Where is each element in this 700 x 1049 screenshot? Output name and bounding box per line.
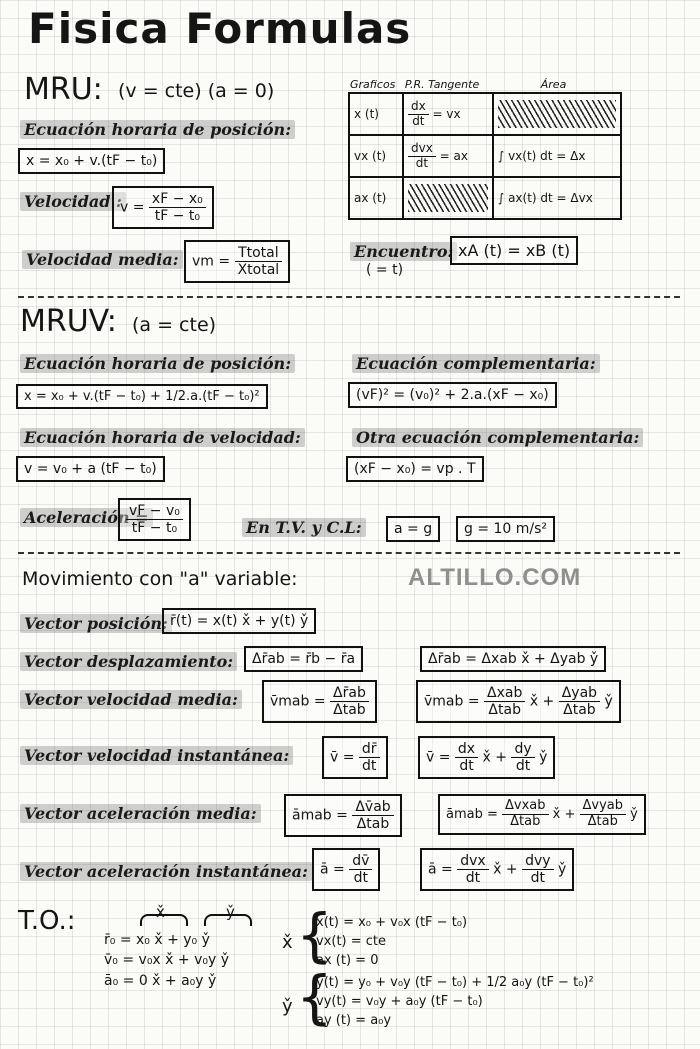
vvi2-mid: x̌ +	[482, 749, 508, 766]
table-row	[349, 93, 621, 135]
section-divider-2	[18, 552, 680, 554]
mru-velocity-fraction	[149, 191, 206, 224]
vvm2-end: y̌	[604, 693, 613, 710]
vector-position-label: Vector posición:	[20, 614, 172, 633]
vam2-mid: x̌ +	[552, 806, 576, 822]
to-axis-brace-y	[204, 914, 252, 926]
to-x-brace: {	[296, 901, 333, 969]
mruv-position-formula: x = x₀ + v.(tF − t₀) + 1/2.a.(tF − t₀)²	[16, 384, 268, 409]
vvm-num: Δr̄ab	[330, 685, 369, 702]
to-r0: r̄₀ = x₀ x̌ + y₀ y̌	[104, 932, 210, 948]
to-y-eq3: ay (t) = a₀y	[316, 1012, 392, 1028]
graficos-r1-area-hatch	[493, 93, 621, 135]
mru-velocity-denominator: tF − t₀	[154, 208, 200, 225]
mruv-velocity-label: Ecuación horaria de velocidad:	[20, 428, 305, 447]
graficos-r2-eq: = ax	[439, 148, 468, 163]
mru-mean-velocity-denominator: Xtotal	[237, 262, 280, 279]
mruv-acceleration-formula	[118, 498, 191, 541]
tv-cl-label: En T.V. y C.L:	[242, 518, 366, 537]
graficos-r3-label: ax (t)	[349, 177, 403, 219]
vector-inst-accel-label: Vector aceleración instantánea:	[20, 862, 312, 881]
vai-lhs: ā =	[320, 861, 345, 878]
vector-displacement-formula-2: Δr̄ab = Δxab x̌ + Δyab y̌	[420, 646, 606, 672]
mru-mean-velocity-formula	[184, 240, 290, 283]
mruv-conditions: (a = cte)	[132, 314, 217, 336]
mruv-complementary-label: Ecuación complementaria:	[352, 354, 600, 373]
vector-inst-velocity-formula-2	[418, 736, 555, 779]
vam2-d1: Δtab	[510, 813, 541, 829]
vector-inst-velocity-formula-1	[322, 736, 388, 779]
vvi-den: dt	[362, 758, 377, 775]
mru-mean-velocity-lhs: vm =	[192, 253, 231, 270]
graficos-r1-tangent	[403, 93, 493, 135]
vector-mean-velocity-formula-1	[262, 680, 377, 723]
vvm2-mid: x̌ +	[529, 693, 555, 710]
vam2-n1: Δvxab	[502, 799, 549, 815]
to-x-axis-mark: x̌	[156, 903, 165, 921]
to-initial-vectors	[104, 930, 229, 991]
vector-displacement-formula-1: Δr̄ab = r̄b − r̄a	[244, 646, 363, 672]
table-row	[349, 135, 621, 177]
mruv-heading: MRUV:	[20, 304, 117, 339]
vai2-d2: dt	[530, 870, 545, 887]
vam2-end: y̌	[630, 806, 638, 822]
vam-lhs: āmab =	[292, 807, 348, 824]
vvi2-d2: dt	[515, 758, 531, 775]
vvm2-d1: Δtab	[488, 702, 521, 719]
vector-inst-accel-formula-2	[420, 848, 574, 891]
mru-mean-velocity-fraction	[235, 245, 283, 278]
vvm2-lhs: v̄mab =	[424, 693, 480, 710]
vector-mean-velocity-label: Vector velocidad media:	[20, 690, 242, 709]
vector-inst-velocity-label: Vector velocidad instantánea:	[20, 746, 293, 765]
vai2-lhs: ā =	[428, 861, 453, 878]
mruv-complementary-formula: (vF)² = (v₀)² + 2.a.(xF − x₀)	[348, 382, 557, 408]
page-title: Fisica Formulas	[28, 4, 412, 53]
vector-mean-accel-formula-2	[438, 794, 646, 835]
graficos-r3-area: ∫ ax(t) dt = Δvx	[493, 177, 621, 219]
to-axis-brace-x	[140, 914, 188, 926]
vector-inst-accel-formula-1	[312, 848, 380, 891]
mru-heading: MRU:	[24, 72, 103, 107]
vam-den: Δtab	[356, 816, 390, 833]
vam-num: Δv̄ab	[352, 799, 393, 816]
vai2-end: y̌	[557, 861, 567, 878]
encounter-label: Encuentro:	[350, 242, 457, 261]
to-v0: v̄₀ = v₀x x̌ + v₀y y̌	[104, 952, 229, 969]
section-divider-1	[18, 296, 680, 298]
to-heading: T.O.:	[18, 906, 76, 936]
to-y-component-label: y̌	[282, 996, 293, 1017]
to-x-eq1: x(t) = x₀ + v₀x (tF − t₀)	[316, 915, 468, 930]
to-x-equations	[316, 914, 467, 971]
vvm2-n1: Δxab	[484, 685, 525, 702]
to-a0: ā₀ = 0 x̌ + a₀y y̌	[104, 972, 217, 989]
mru-velocity-label: Velocidad :	[20, 192, 126, 211]
vvi2-end: y̌	[539, 749, 548, 766]
vvm-lhs: v̄mab =	[270, 693, 326, 710]
vam2-d2: Δtab	[587, 813, 618, 829]
mruv-other-label: Otra ecuación complementaria:	[352, 428, 643, 447]
mruv-acceleration-fraction	[126, 503, 183, 536]
to-x-component-label: x̌	[282, 932, 293, 953]
tv-cl-formula-a: a = g	[386, 516, 440, 542]
graficos-r2-den: dt	[415, 155, 429, 170]
vam2-lhs: āmab =	[446, 806, 498, 822]
mru-velocity-formula	[112, 186, 214, 229]
mru-velocity-lhs: v =	[120, 199, 145, 216]
to-y-eq2: vy(t) = v₀y + a₀y (tF − t₀)	[316, 993, 483, 1009]
graficos-r1-den: dt	[412, 113, 425, 128]
encounter-formula: xA (t) = xB (t)	[450, 236, 578, 265]
vvi-lhs: v̄ =	[330, 749, 355, 766]
vvm-den: Δtab	[333, 702, 366, 719]
graficos-r3-tangent-hatch	[403, 177, 493, 219]
to-y-equations	[316, 974, 594, 1031]
watermark: ALTILLO.COM	[408, 564, 582, 591]
vai2-d1: dt	[465, 870, 481, 887]
vector-mean-accel-formula-1	[284, 794, 402, 837]
vector-mean-accel-label: Vector aceleración media:	[20, 804, 261, 823]
to-y-eq1: y(t) = y₀ + v₀y (tF − t₀) + 1/2 a₀y (tF − t₀)²	[316, 975, 594, 990]
graficos-grid	[348, 92, 622, 220]
vector-displacement-label: Vector desplazamiento:	[20, 652, 237, 671]
vvi2-n2: dy	[511, 741, 534, 758]
mruv-velocity-formula: v = v₀ + a (tF − t₀)	[16, 456, 165, 482]
vvi-num: dr̄	[359, 741, 380, 758]
vvi2-d1: dt	[459, 758, 474, 775]
mru-position-formula: x = x₀ + v.(tF − t₀)	[18, 148, 165, 174]
vvi2-n1: dx	[455, 741, 478, 758]
graficos-r1-num: dx	[408, 100, 429, 115]
tv-cl-formula-g: g = 10 m/s²	[456, 516, 555, 542]
graficos-table	[348, 92, 622, 220]
to-y-brace: {	[296, 963, 333, 1031]
to-x-eq2: vx(t) = cte	[316, 933, 387, 949]
mruv-acceleration-numerator: vF − v₀	[126, 503, 183, 520]
mruv-position-label: Ecuación horaria de posición:	[20, 354, 295, 373]
vai2-mid: x̌ +	[493, 861, 518, 878]
to-y-axis-mark: y̌	[226, 903, 235, 921]
variable-heading: Movimiento con "a" variable:	[22, 568, 298, 590]
graficos-r2-label: vx (t)	[349, 135, 403, 177]
mru-mean-velocity-numerator: Ttotal	[235, 245, 282, 262]
graficos-r1-label: x (t)	[349, 93, 403, 135]
vai-den: dt	[353, 870, 368, 887]
mruv-other-formula: (xF − x₀) = vp . T	[346, 456, 484, 482]
graficos-header-tangent: P.R. Tangente	[404, 78, 480, 91]
mru-position-label: Ecuación horaria de posición:	[20, 120, 295, 139]
graficos-header-area: Área	[540, 78, 567, 91]
graficos-r1-eq: = vx	[432, 106, 461, 121]
mruv-acceleration-label: Aceleración =	[20, 508, 153, 527]
mru-velocity-numerator: xF − x₀	[149, 191, 206, 208]
graficos-r2-area: ∫ vx(t) dt = Δx	[493, 135, 621, 177]
vvi2-lhs: v̄ =	[426, 749, 451, 766]
vai2-n1: dvx	[457, 853, 488, 870]
graficos-header	[350, 78, 566, 91]
mru-mean-velocity-label: Velocidad media:	[22, 250, 183, 269]
vector-mean-velocity-formula-2	[416, 680, 621, 723]
vvm2-n2: Δyab	[559, 685, 600, 702]
table-row	[349, 177, 621, 219]
graficos-r2-num: dvx	[408, 142, 436, 157]
vai-num: dv̄	[349, 853, 372, 870]
vai2-n2: dvy	[522, 853, 553, 870]
vam2-n2: Δvyab	[580, 799, 627, 815]
vvm2-d2: Δtab	[563, 702, 596, 719]
encounter-subnote: ( = t)	[366, 262, 404, 278]
vector-position-formula: r̄(t) = x(t) x̌ + y(t) y̌	[162, 608, 316, 634]
to-x-eq3: ax (t) = 0	[316, 952, 379, 968]
graficos-header-graphs: Graficos	[350, 78, 396, 91]
graficos-r2-tangent	[403, 135, 493, 177]
mruv-acceleration-denominator: tF − t₀	[131, 520, 178, 537]
mru-conditions: (v = cte) (a = 0)	[118, 80, 275, 102]
